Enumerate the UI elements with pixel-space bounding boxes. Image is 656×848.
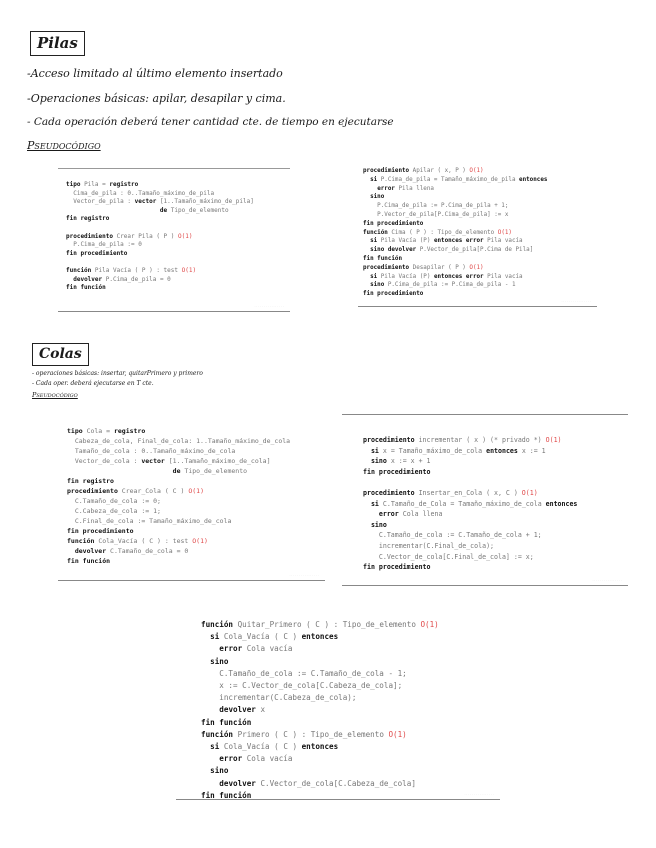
code-text	[201, 632, 210, 641]
code-keyword: función	[363, 229, 388, 236]
code-text: C.Vector_de_cola[C.Final_de_cola] := x;	[363, 552, 534, 561]
code-line	[363, 290, 547, 299]
code-text	[67, 467, 173, 475]
code-line	[363, 185, 547, 194]
code-line	[66, 258, 254, 267]
code-line	[67, 436, 290, 446]
code-text: Pila llena	[394, 185, 434, 192]
code-line	[363, 281, 547, 290]
code-line	[363, 211, 547, 220]
code-text	[363, 510, 379, 518]
code-keyword: si	[370, 499, 379, 508]
code-text: Pila vacía	[483, 273, 523, 280]
slide-footer: · · · · · · · · · · · · · · · ·	[254, 304, 284, 308]
code-keyword: error	[377, 185, 395, 192]
code-block	[201, 619, 439, 800]
code-keyword: vector	[134, 198, 157, 206]
code-keyword: fin función	[201, 790, 252, 800]
code-text	[67, 547, 75, 555]
code-keyword: entonces	[301, 742, 339, 752]
code-line	[66, 181, 254, 190]
code-line	[201, 680, 439, 692]
code-text	[201, 742, 210, 751]
code-keyword: entonces error	[433, 238, 484, 245]
code-line	[201, 765, 439, 777]
code-text: Cima_de_pila : 0..Tamaño_máximo_de_pila	[66, 189, 215, 197]
code-line	[67, 506, 290, 516]
pilas-pseudocode-heading: Pseudocódigo	[27, 139, 101, 152]
code-text: x := x + 1	[386, 457, 431, 466]
code-line	[363, 237, 547, 246]
code-keyword: error	[219, 754, 243, 764]
code-line	[67, 486, 290, 496]
code-text: P.Cima_de_pila = 0	[102, 275, 171, 283]
slide-cola-type	[58, 415, 325, 581]
code-keyword: entonces	[519, 176, 548, 183]
code-text: P.Vector_de_pila[P.Cima_de_pila] := x	[363, 211, 509, 218]
code-line	[363, 255, 547, 264]
slide-footer: · · · · · · · · · · · · · · · ·	[289, 573, 319, 577]
code-complexity: O(1)	[497, 229, 512, 236]
code-line	[66, 215, 254, 224]
code-text: Cola llena	[398, 510, 443, 519]
code-line	[201, 619, 439, 631]
code-line	[67, 496, 290, 506]
code-keyword: si	[210, 632, 220, 642]
code-text: P.Vector_de_pila[P.Cima de Pila]	[416, 247, 534, 254]
code-keyword: sino devolver	[370, 247, 417, 254]
code-keyword: fin procedimiento	[363, 291, 424, 298]
code-keyword: si	[370, 238, 378, 245]
code-text: Tipo_de_elemento	[180, 467, 248, 475]
code-line	[201, 631, 439, 643]
code-keyword: fin registro	[67, 477, 114, 485]
code-text: P.Cima_de_pila := P.Cima_de_pila - 1	[384, 282, 516, 289]
code-text: Crear_Cola ( C )	[117, 487, 189, 495]
code-keyword: tipo	[67, 427, 83, 435]
code-text	[363, 500, 371, 508]
code-text: Cola vacía	[242, 644, 293, 654]
code-text: P.Cima_de_pila := 0	[66, 241, 142, 249]
code-line	[363, 552, 577, 563]
code-line	[363, 530, 577, 541]
code-keyword: de	[159, 206, 168, 214]
code-text: Pila Vacía ( P ) : test	[91, 266, 182, 274]
code-text: Cola =	[82, 427, 114, 435]
code-text: Quitar_Primero ( C ) : Tipo_de_elemento	[233, 620, 421, 629]
code-block	[363, 167, 547, 299]
code-keyword: sino	[370, 282, 385, 289]
code-keyword: fin función	[363, 255, 403, 262]
code-text: Tipo_de_elemento	[167, 206, 229, 214]
code-text: Crear Pila ( P )	[112, 232, 178, 240]
code-keyword: sino	[370, 520, 387, 529]
code-keyword: entonces	[486, 446, 518, 455]
code-line	[67, 426, 290, 436]
code-line	[363, 541, 577, 552]
code-text: Cabeza_de_cola, Final_de_cola: 1..Tamaño_máximo_de_cola	[67, 437, 291, 445]
pilas-note-1: -Acceso limitado al último elemento insertado	[27, 67, 283, 80]
code-keyword: fin procedimiento	[363, 220, 424, 227]
code-line	[363, 467, 577, 478]
code-keyword: procedimiento	[66, 232, 113, 240]
code-keyword: error	[219, 644, 243, 654]
code-keyword: entonces	[545, 499, 578, 508]
code-line	[66, 267, 254, 276]
code-line	[201, 704, 439, 716]
code-line	[201, 668, 439, 680]
code-text: Primero ( C ) : Tipo_de_elemento	[233, 729, 389, 739]
code-complexity: O(1)	[420, 620, 439, 629]
code-line	[66, 284, 254, 293]
slide-footer: · · · · · · · · · · · · · · · ·	[561, 299, 591, 303]
code-keyword: procedimiento	[67, 487, 118, 495]
code-text: Cola_Vacía ( C ) : test	[94, 537, 193, 545]
pilas-note-3: - Cada operación deberá tener cantidad cte. de tiempo en ejecutarse	[27, 116, 394, 128]
slide-footer: · · · · · · · · · · · · · · · ·	[592, 578, 622, 582]
code-text	[201, 754, 219, 763]
code-line	[363, 562, 577, 573]
code-keyword: fin procedimiento	[67, 527, 134, 535]
code-keyword: entonces	[301, 632, 339, 642]
code-line	[67, 446, 290, 456]
code-text: C.Tamaño_de_cola := 0;	[67, 497, 161, 505]
code-line	[201, 656, 439, 668]
code-complexity: O(1)	[545, 436, 562, 444]
code-keyword: procedimiento	[363, 488, 415, 497]
code-keyword: si	[370, 176, 378, 183]
code-line	[363, 499, 577, 510]
code-keyword: procedimiento	[363, 168, 410, 174]
code-block	[66, 181, 254, 293]
code-line	[66, 250, 254, 259]
code-line	[67, 516, 290, 526]
code-line	[363, 435, 577, 446]
code-text	[363, 447, 371, 455]
code-keyword: sino	[210, 656, 229, 666]
code-text: x	[255, 705, 266, 715]
code-text: C.Vector_de_cola[C.Cabeza_de_cola]	[255, 778, 416, 788]
code-text: Cola_Vacía ( C )	[219, 742, 302, 752]
code-keyword: devolver	[74, 547, 107, 555]
code-line	[363, 446, 577, 457]
code-keyword: fin procedimiento	[363, 563, 431, 572]
code-text	[66, 224, 70, 231]
code-text: C.Tamaño_de_cola := C.Tamaño_de_cola - 1;	[201, 668, 407, 678]
code-text: incrementar(C.Final_de_cola);	[363, 541, 495, 550]
code-keyword: entonces error	[433, 273, 484, 280]
code-keyword: sino	[370, 194, 385, 201]
code-keyword: devolver	[219, 705, 256, 715]
code-text: C.Final_de_cola := Tamaño_máximo_de_cola	[67, 517, 232, 525]
code-line	[66, 198, 254, 207]
code-text	[363, 457, 371, 465]
code-text	[363, 186, 377, 192]
code-keyword: procedimiento	[363, 436, 415, 444]
code-line	[363, 477, 577, 488]
code-line	[363, 488, 577, 499]
code-text: Vector_de_cola :	[67, 457, 142, 465]
code-complexity: O(1)	[521, 488, 538, 497]
code-line	[201, 643, 439, 655]
code-text: [1..Tamaño_máximo_de_pila]	[156, 198, 254, 206]
code-complexity: O(1)	[181, 266, 197, 274]
slide-pila-operations	[358, 160, 597, 307]
code-line	[67, 526, 290, 536]
code-line	[363, 229, 547, 238]
code-complexity: O(1)	[388, 729, 407, 739]
code-text	[201, 779, 219, 788]
code-line	[201, 778, 439, 790]
code-text: Cola vacía	[242, 754, 293, 764]
code-keyword: de	[172, 467, 181, 475]
code-keyword: vector	[141, 457, 165, 465]
colas-note-2: - Cada oper. deberá ejecutarse en T cte.	[32, 380, 154, 387]
code-text	[363, 521, 371, 529]
code-complexity: O(1)	[178, 232, 193, 240]
code-line	[67, 546, 290, 556]
code-line	[201, 741, 439, 753]
code-line	[67, 456, 290, 466]
slide-pila-type	[58, 168, 290, 312]
code-text: Vector_de_pila :	[66, 198, 135, 206]
code-keyword: función	[201, 620, 234, 629]
code-text: C.Tamaño_de_Cola = Tamaño_máximo_de_cola	[378, 499, 546, 508]
code-line	[363, 167, 547, 176]
code-line	[67, 466, 290, 476]
code-text	[201, 657, 210, 666]
code-line	[201, 717, 439, 729]
colas-pseudocode-heading: Pseudocódigo	[32, 391, 78, 399]
code-text	[66, 258, 70, 265]
code-text	[66, 207, 160, 214]
code-line	[201, 692, 439, 704]
code-keyword: función	[201, 729, 234, 739]
code-keyword: función	[66, 266, 92, 274]
code-line	[363, 273, 547, 282]
code-text	[201, 766, 210, 775]
code-keyword: fin procedimiento	[363, 467, 431, 476]
code-text: Pila Vacía (P)	[377, 273, 434, 280]
code-text: Pila =	[80, 181, 110, 188]
code-line	[66, 190, 254, 199]
code-line	[363, 456, 577, 467]
code-line	[363, 202, 547, 211]
code-complexity: O(1)	[469, 168, 484, 174]
code-keyword: fin procedimiento	[66, 249, 128, 257]
pilas-note-2: -Operaciones básicas: apilar, desapilar y cima.	[27, 92, 286, 105]
code-text	[363, 478, 367, 486]
code-keyword: sino	[210, 766, 229, 776]
code-text: C.Tamaño_de_cola := C.Tamaño_de_cola + 1;	[363, 531, 542, 540]
slide-cola-remove	[176, 606, 500, 800]
code-keyword: fin función	[201, 717, 252, 727]
code-line	[66, 207, 254, 216]
colas-title: Colas	[32, 343, 89, 366]
code-line	[363, 220, 547, 229]
code-keyword: error	[378, 510, 399, 519]
code-block	[67, 426, 290, 566]
code-keyword: función	[67, 537, 95, 545]
code-text: P.Cima_de_pila = Tamaño_máximo_de_pila	[377, 176, 520, 183]
code-keyword: tipo	[66, 181, 81, 188]
code-text	[201, 705, 219, 714]
code-text: C.Tamaño_de_cola = 0	[106, 547, 189, 555]
code-text: x := 1	[517, 446, 546, 455]
code-line	[363, 264, 547, 273]
code-keyword: sino	[370, 457, 387, 466]
code-line	[363, 509, 577, 520]
code-line	[363, 176, 547, 185]
code-line	[201, 790, 439, 800]
code-text: incrementar ( x ) (* privado *)	[414, 436, 546, 444]
code-complexity: O(1)	[469, 264, 484, 271]
code-line	[66, 224, 254, 233]
code-line	[66, 233, 254, 242]
code-keyword: si	[370, 273, 378, 280]
code-text: [1..Tamaño_máximo_de_cola]	[164, 457, 271, 465]
code-keyword: si	[210, 742, 220, 752]
code-line	[201, 753, 439, 765]
code-text: x := C.Vector_de_cola[C.Cabeza_de_cola];	[201, 681, 403, 691]
code-text: C.Cabeza_de_cola := 1;	[67, 507, 161, 515]
code-keyword: si	[370, 446, 379, 455]
code-keyword: registro	[113, 427, 146, 435]
code-keyword: devolver	[219, 778, 256, 788]
code-line	[363, 246, 547, 255]
code-text: Cola_Vacía ( C )	[219, 632, 302, 642]
code-line	[66, 241, 254, 250]
colas-note-1: - operaciones básicas: insertar, quitarPrimero y primero	[32, 370, 203, 377]
code-text: Desapilar ( P )	[409, 264, 470, 271]
code-text: Cima ( P ) : Tipo_de_elemento	[387, 229, 498, 236]
code-complexity: O(1)	[192, 537, 208, 545]
code-text: incrementar(C.Cabeza_de_cola);	[201, 693, 357, 703]
code-text: x = Tamaño_máximo_de_cola	[378, 446, 487, 455]
code-line	[66, 276, 254, 285]
code-text	[201, 644, 219, 653]
code-text: Apilar ( x, P )	[409, 168, 470, 174]
code-text: Insertar_en_Cola ( x, C )	[414, 488, 522, 497]
code-text: Pila Vacía (P)	[377, 238, 434, 245]
code-line	[363, 520, 577, 531]
code-text: P.Cima_de_pila := P.Cima_de_pila + 1;	[363, 203, 509, 210]
code-line	[67, 536, 290, 546]
code-keyword: procedimiento	[363, 264, 410, 271]
code-complexity: O(1)	[188, 487, 204, 495]
code-keyword: devolver	[73, 275, 103, 283]
pilas-title: Pilas	[30, 31, 85, 56]
code-block	[363, 435, 577, 573]
slide-cola-insert	[342, 414, 628, 586]
code-keyword: registro	[109, 181, 139, 188]
code-line	[201, 729, 439, 741]
code-text: Tamaño_de_cola : 0..Tamaño_máximo_de_cola	[67, 447, 236, 455]
slide-footer: · · · · · · · · · · · · · · · ·	[464, 792, 494, 796]
code-line	[363, 193, 547, 202]
code-text: Pila vacía	[483, 238, 523, 245]
code-line	[67, 476, 290, 486]
code-keyword: fin función	[66, 284, 106, 292]
code-line	[67, 556, 290, 566]
code-keyword: fin registro	[66, 215, 110, 223]
code-keyword: fin función	[67, 557, 111, 565]
